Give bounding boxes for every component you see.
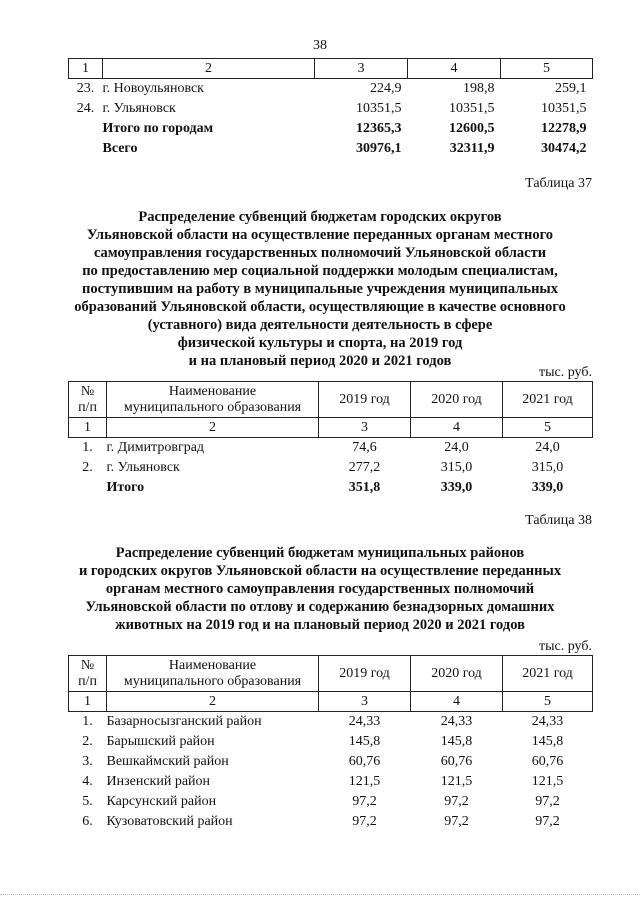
header-name: Наименование муниципального образования	[107, 656, 319, 692]
header-num: № п/п	[69, 382, 107, 418]
table37-unit: тыс. руб.	[539, 365, 592, 380]
header-name: Наименование муниципального образования	[107, 382, 319, 418]
table-row: 6. Кузоватовский район 97,2 97,2 97,2	[82, 814, 560, 829]
header-2019: 2019 год	[319, 656, 411, 692]
table37-header	[69, 382, 593, 418]
page-number: 38	[313, 38, 327, 53]
table37-label: Таблица 37	[525, 176, 592, 191]
table-row: 4. Инзенский район 121,5 121,5 121,5	[82, 774, 564, 789]
table-row: 3. Вешкаймский район 60,76 60,76 60,76	[82, 754, 564, 769]
top-header-nums: 1 2 3 4 5	[69, 59, 593, 79]
table37-header-nums: 1 2 3 4 5	[69, 418, 593, 438]
table-row: 23. г. Новоульяновск 224,9 198,8 259,1	[76, 81, 587, 96]
table38-unit: тыс. руб.	[539, 639, 592, 654]
grand-total-row: Всего 30976,1 32311,9 30474,2	[102, 141, 587, 156]
table37	[68, 381, 593, 498]
total-row: Итого 351,8 339,0 339,0	[106, 480, 564, 495]
top-table	[68, 58, 593, 159]
table38-header-nums: 1 2 3 4 5	[69, 692, 593, 712]
page-footer-divider	[0, 894, 640, 905]
table-row: 5. Карсунский район 97,2 97,2 97,2	[82, 794, 560, 809]
table-row: 2. г. Ульяновск 277,2 315,0 315,0	[82, 460, 564, 475]
table38-label: Таблица 38	[525, 513, 592, 528]
table38-header	[69, 656, 593, 692]
header-2020: 2020 год	[411, 382, 503, 418]
table38-title: Распределение субвенций бюджетам муниципальных районов и городских округов Ульяновской области на осуществление переданных органам местного самоуправления государственных полномочий Ульяновской области по отлову и содержанию безнадзорных домашних животных на 2019 год и на плановый период 2020 и 2021 годов	[78, 545, 562, 633]
total-row: Итого по городам 12365,3 12600,5 12278,9	[102, 121, 587, 136]
table37-title: Распределение субвенций бюджетам городских округов Ульяновской области на осуществление переданных органам местного самоуправления государственных полномочий Ульяновской области по предоставлению мер социальной поддержки молодым специалистам, поступившим на работу в муниципальные учреждения муниципальных образований Ульяновской области, осуществляющие в качестве основного (уставного) вида деятельности деятельность в сфере физической культуры и спорта, на 2019 год и на плановый период 2020 и 2021 годов	[74, 209, 566, 369]
header-num: № п/п	[69, 656, 107, 692]
table38	[68, 655, 593, 832]
table-row: 1. Базарносызганский район 24,33 24,33 24,33	[82, 714, 564, 729]
header-2020: 2020 год	[411, 656, 503, 692]
table-row: 2. Барышский район 145,8 145,8 145,8	[82, 734, 564, 749]
header-2021: 2021 год	[503, 656, 593, 692]
header-2021: 2021 год	[503, 382, 593, 418]
table-row: 1. г. Димитровград 74,6 24,0 24,0	[82, 440, 560, 455]
table-row: 24. г. Ульяновск 10351,5 10351,5 10351,5	[76, 101, 587, 116]
header-2019: 2019 год	[319, 382, 411, 418]
